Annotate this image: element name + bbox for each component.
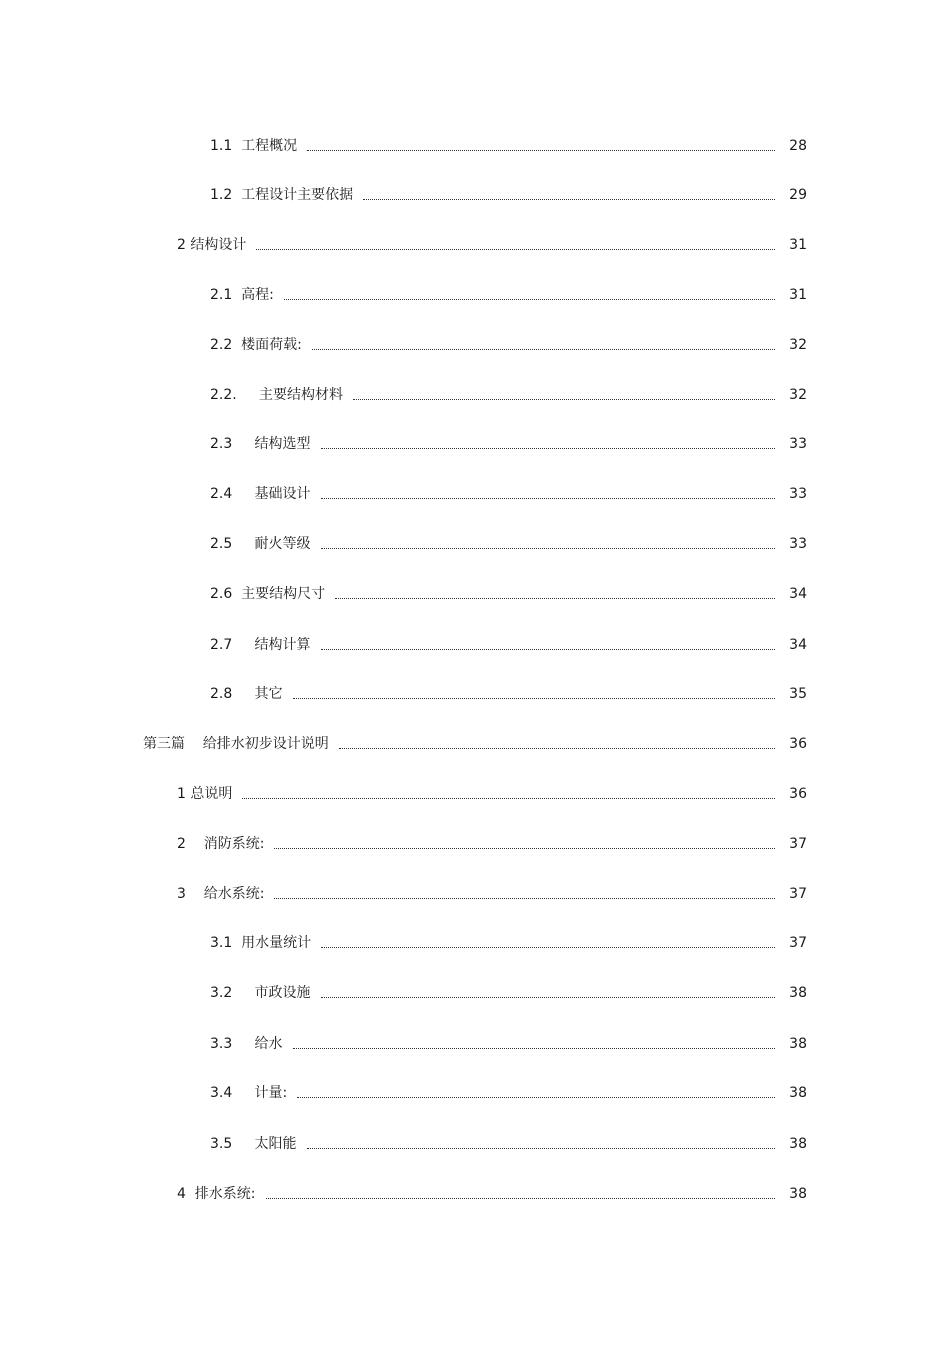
toc-entry-page: 28 xyxy=(789,138,807,154)
toc-entry[interactable] xyxy=(210,1079,807,1103)
toc-entry[interactable] xyxy=(210,480,807,504)
toc-entry[interactable] xyxy=(210,530,807,554)
toc-entry-title: 2.5 耐火等级 xyxy=(210,536,311,552)
toc-entry-page: 31 xyxy=(789,287,807,303)
toc-dot-leader xyxy=(312,349,775,350)
toc-entry-page: 29 xyxy=(789,187,807,203)
toc-entry[interactable] xyxy=(210,631,807,655)
toc-entry[interactable] xyxy=(210,281,807,305)
toc-entry-page: 38 xyxy=(789,1085,807,1101)
toc-entry-title: 2.2. 主要结构材料 xyxy=(210,387,343,403)
toc-entry-title: 2.4 基础设计 xyxy=(210,486,311,502)
toc-entry[interactable] xyxy=(177,1180,807,1204)
toc-entry[interactable] xyxy=(177,830,807,854)
toc-entry-title: 第三篇 给排水初步设计说明 xyxy=(143,736,329,752)
toc-dot-leader xyxy=(339,748,775,749)
toc-dot-leader xyxy=(274,898,775,899)
toc-entry[interactable] xyxy=(177,780,807,804)
toc-dot-leader xyxy=(321,649,775,650)
toc-entry[interactable] xyxy=(210,580,807,604)
toc-dot-leader xyxy=(321,997,775,998)
toc-entry-title: 3.3 给水 xyxy=(210,1036,283,1052)
toc-entry-title: 3.5 太阳能 xyxy=(210,1136,297,1152)
toc-entry[interactable] xyxy=(210,181,807,205)
toc-entry-title: 2.2 楼面荷载: xyxy=(210,337,302,353)
toc-entry[interactable] xyxy=(210,381,807,405)
toc-entry-title: 2.7 结构计算 xyxy=(210,637,311,653)
toc-entry-title: 1.1 工程概况 xyxy=(210,138,298,154)
toc-dot-leader xyxy=(321,448,775,449)
toc-entry-page: 37 xyxy=(789,886,807,902)
toc-entry-title: 2.8 其它 xyxy=(210,686,283,702)
toc-entry-title: 2 结构设计 xyxy=(177,237,247,253)
toc-entry-page: 34 xyxy=(789,586,807,602)
toc-entry[interactable] xyxy=(210,430,807,454)
toc-dot-leader xyxy=(321,498,775,499)
toc-entry-page: 37 xyxy=(789,935,807,951)
toc-entry-page: 33 xyxy=(789,486,807,502)
toc-entry-title: 2.3 结构选型 xyxy=(210,436,311,452)
toc-entry-title: 4 排水系统: xyxy=(177,1186,256,1202)
toc-entry[interactable] xyxy=(210,1030,807,1054)
toc-entry-page: 38 xyxy=(789,985,807,1001)
toc-entry[interactable] xyxy=(210,680,807,704)
toc-entry-title: 2 消防系统: xyxy=(177,836,265,852)
toc-entry-page: 34 xyxy=(789,637,807,653)
toc-entry-page: 31 xyxy=(789,237,807,253)
toc-entry[interactable] xyxy=(210,132,807,156)
toc-entry-title: 3.4 计量: xyxy=(210,1085,288,1101)
toc-entry-page: 36 xyxy=(789,786,807,802)
toc-dot-leader xyxy=(307,150,775,151)
toc-dot-leader xyxy=(321,947,775,948)
toc-dot-leader xyxy=(307,1148,775,1149)
toc-dot-leader xyxy=(266,1198,775,1199)
toc-entry-title: 3.1 用水量统计 xyxy=(210,935,312,951)
toc-dot-leader xyxy=(293,1048,775,1049)
toc-entry[interactable] xyxy=(177,231,807,255)
toc-entry[interactable] xyxy=(210,929,807,953)
toc-dot-leader xyxy=(363,199,775,200)
toc-entry-title: 3.2 市政设施 xyxy=(210,985,311,1001)
toc-entry-page: 35 xyxy=(789,686,807,702)
toc-entry-title: 3 给水系统: xyxy=(177,886,265,902)
toc-entry[interactable] xyxy=(143,730,807,754)
toc-entry-page: 36 xyxy=(789,736,807,752)
toc-entry-title: 2.6 主要结构尺寸 xyxy=(210,586,326,602)
toc-dot-leader xyxy=(353,399,775,400)
toc-dot-leader xyxy=(284,299,775,300)
toc-entry-page: 32 xyxy=(789,387,807,403)
toc-entry[interactable] xyxy=(210,979,807,1003)
toc-entry-page: 38 xyxy=(789,1186,807,1202)
toc-dot-leader xyxy=(335,598,775,599)
toc-dot-leader xyxy=(321,548,775,549)
toc-entry-page: 32 xyxy=(789,337,807,353)
toc-entry-page: 37 xyxy=(789,836,807,852)
toc-entry-title: 1.2 工程设计主要依据 xyxy=(210,187,354,203)
toc-dot-leader xyxy=(297,1097,775,1098)
toc-dot-leader xyxy=(274,848,775,849)
toc-entry-page: 38 xyxy=(789,1136,807,1152)
toc-entry-page: 38 xyxy=(789,1036,807,1052)
toc-entry-title: 1 总说明 xyxy=(177,786,233,802)
toc-entry-page: 33 xyxy=(789,436,807,452)
toc-entry[interactable] xyxy=(177,880,807,904)
toc-dot-leader xyxy=(242,798,775,799)
toc-dot-leader xyxy=(293,698,775,699)
toc-dot-leader xyxy=(256,249,775,250)
toc-entry-title: 2.1 高程: xyxy=(210,287,274,303)
toc-entry[interactable] xyxy=(210,331,807,355)
toc-entry-page: 33 xyxy=(789,536,807,552)
toc-entry[interactable] xyxy=(210,1130,807,1154)
